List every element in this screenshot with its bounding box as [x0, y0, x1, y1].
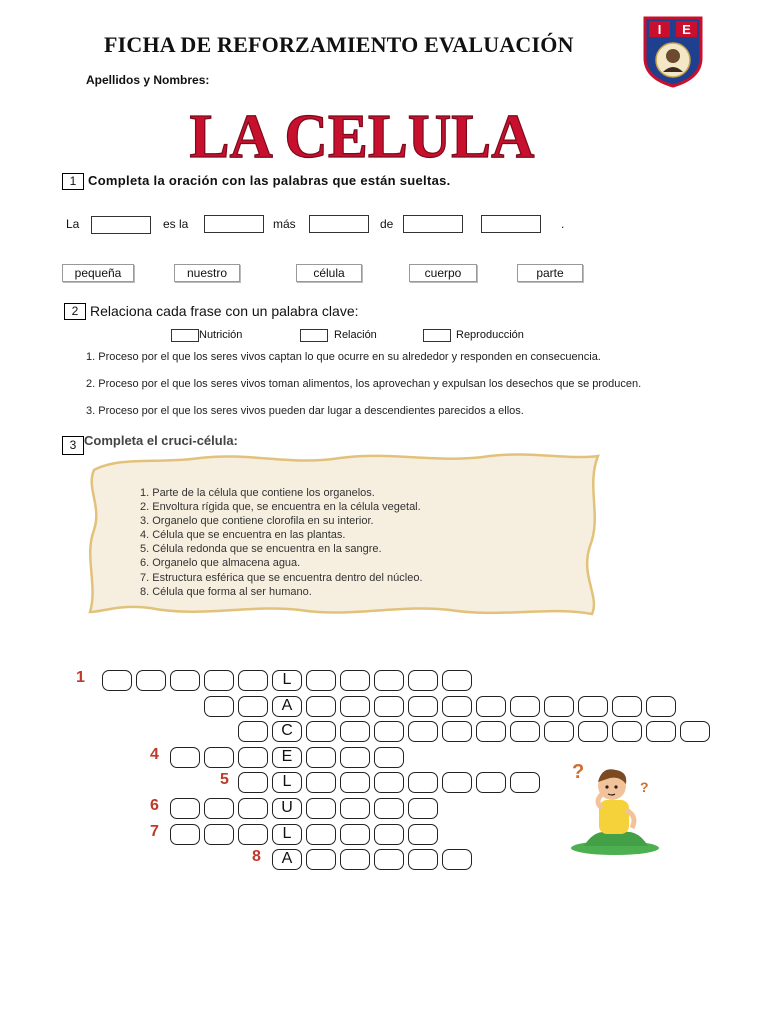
crossword-cell[interactable] — [306, 849, 336, 870]
sentence-word: es la — [163, 217, 189, 231]
q2-instruction: Relaciona cada frase con un palabra clave: — [90, 303, 359, 319]
q2-item: 1. Proceso por el que los seres vivos captan lo que ocurre en su alrededor y responden en consecuencia. — [86, 351, 601, 363]
crossword-cell[interactable] — [408, 849, 438, 870]
crossword-key-cell: L — [272, 772, 302, 793]
nutricion-checkbox[interactable] — [171, 329, 199, 342]
crossword-row-number: 6 — [150, 797, 159, 814]
crossword-cell[interactable] — [204, 670, 234, 691]
sentence-word: La — [66, 217, 80, 231]
crossword-cell[interactable] — [646, 721, 676, 742]
crossword-cell[interactable] — [612, 721, 642, 742]
clue-line: 8. Célula que forma al ser humano. — [140, 586, 312, 598]
thinking-kid-image — [566, 756, 664, 856]
crossword-row-number: 1 — [76, 669, 85, 686]
crossword-cell[interactable] — [306, 721, 336, 742]
crossword-cell[interactable] — [510, 772, 540, 793]
crossword-cell[interactable] — [306, 747, 336, 768]
crossword-cell[interactable] — [544, 721, 574, 742]
crossword-cell[interactable] — [170, 824, 200, 845]
crossword-cell[interactable] — [204, 696, 234, 717]
crossword-cell[interactable] — [238, 824, 268, 845]
crossword-cell[interactable] — [442, 849, 472, 870]
crossword-cell[interactable] — [408, 824, 438, 845]
q1-number: 1 — [62, 173, 84, 190]
crossword-cell[interactable] — [544, 696, 574, 717]
crossword-cell[interactable] — [510, 721, 540, 742]
crossword-cell[interactable] — [306, 772, 336, 793]
crossword-cell[interactable] — [442, 772, 472, 793]
crossword-cell[interactable] — [408, 798, 438, 819]
crossword-cell[interactable] — [340, 721, 370, 742]
crossword-cell[interactable] — [136, 670, 166, 691]
crossword-cell[interactable] — [408, 696, 438, 717]
crossword-cell[interactable] — [238, 798, 268, 819]
crossword-cell[interactable] — [578, 696, 608, 717]
crossword-cell[interactable] — [340, 747, 370, 768]
svg-text:?: ? — [572, 761, 585, 783]
sentence-period: . — [561, 217, 565, 231]
svg-text:?: ? — [640, 779, 649, 795]
sentence-word: de — [380, 217, 394, 231]
crossword-cell[interactable] — [646, 696, 676, 717]
crossword-key-cell: L — [272, 824, 302, 845]
clue-line: 2. Envoltura rígida que, se encuentra en la célula vegetal. — [140, 501, 421, 513]
name-label: Apellidos y Nombres: — [86, 73, 210, 87]
blank-field[interactable] — [481, 215, 541, 233]
crossword-cell[interactable] — [306, 798, 336, 819]
crossword-key-cell: E — [272, 747, 302, 768]
crossword-cell[interactable] — [374, 670, 404, 691]
crossword-cell[interactable] — [170, 670, 200, 691]
crossword-cell[interactable] — [238, 670, 268, 691]
crossword-row-number: 5 — [220, 771, 229, 788]
crossword-cell[interactable] — [680, 721, 710, 742]
crossword-key-cell: C — [272, 721, 302, 742]
crossword-cell[interactable] — [340, 824, 370, 845]
crossword-cell[interactable] — [612, 696, 642, 717]
crossword-cell[interactable] — [238, 747, 268, 768]
clue-line: 3. Organelo que contiene clorofila en su interior. — [140, 515, 374, 527]
crossword-cell[interactable] — [510, 696, 540, 717]
blank-field[interactable] — [403, 215, 463, 233]
crossword-cell[interactable] — [476, 721, 506, 742]
clue-line: 6. Organelo que almacena agua. — [140, 557, 301, 569]
crossword-cell[interactable] — [374, 721, 404, 742]
q3-instruction: Completa el cruci-célula: — [84, 433, 238, 448]
q2-item: 2. Proceso por el que los seres vivos toman alimentos, los aprovechan y expulsan los desechos que se producen. — [86, 378, 642, 390]
blank-field[interactable] — [204, 215, 264, 233]
clue-line: 5. Célula redonda que se encuentra en la sangre. — [140, 543, 382, 555]
crossword-cell[interactable] — [408, 670, 438, 691]
crossword-cell[interactable] — [374, 772, 404, 793]
crossword-cell[interactable] — [204, 747, 234, 768]
logo-letter-i: I — [657, 22, 662, 37]
word-card[interactable]: pequeña — [62, 264, 134, 282]
clue-line: 7. Estructura esférica que se encuentra dentro del núcleo. — [140, 572, 423, 584]
crossword-cell[interactable] — [306, 670, 336, 691]
clue-line: 1. Parte de la célula que contiene los organelos. — [140, 487, 375, 499]
crossword-key-cell: L — [272, 670, 302, 691]
crossword-cell[interactable] — [578, 721, 608, 742]
crossword-cell[interactable] — [374, 824, 404, 845]
word-card[interactable]: parte — [517, 264, 583, 282]
crossword-cell[interactable] — [170, 798, 200, 819]
crossword-cell[interactable] — [340, 772, 370, 793]
crossword-cell[interactable] — [476, 696, 506, 717]
relacion-checkbox[interactable] — [300, 329, 328, 342]
blank-field[interactable] — [91, 216, 151, 234]
option-label: Reproducción — [456, 329, 524, 341]
crossword-cell[interactable] — [442, 721, 472, 742]
option-label: Nutrición — [199, 329, 243, 341]
q1-instruction: Completa la oración con las palabras que están sueltas. — [88, 173, 451, 188]
crossword-cell[interactable] — [340, 849, 370, 870]
crossword-row-number: 7 — [150, 823, 159, 840]
crossword-cell[interactable] — [102, 670, 132, 691]
q3-number: 3 — [62, 436, 84, 455]
big-title — [189, 96, 535, 172]
q2-number: 2 — [64, 303, 86, 320]
crossword-cell[interactable] — [204, 824, 234, 845]
word-card[interactable]: nuestro — [174, 264, 240, 282]
word-card[interactable]: cuerpo — [409, 264, 477, 282]
crossword-key-cell: A — [272, 849, 302, 870]
crossword-cell[interactable] — [408, 772, 438, 793]
crossword-cell[interactable] — [442, 670, 472, 691]
crossword-cell[interactable] — [306, 824, 336, 845]
option-label: Relación — [334, 329, 377, 341]
crossword-cell[interactable] — [306, 696, 336, 717]
crossword-cell[interactable] — [340, 670, 370, 691]
crossword-cell[interactable] — [238, 696, 268, 717]
reproduccion-checkbox[interactable] — [423, 329, 451, 342]
crossword-cell[interactable] — [408, 721, 438, 742]
q2-item: 3. Proceso por el que los seres vivos pueden dar lugar a descendientes parecidos a ellos. — [86, 405, 524, 417]
page-title: FICHA DE REFORZAMIENTO EVALUACIÓN — [104, 32, 574, 57]
crossword-cell[interactable] — [340, 696, 370, 717]
crossword-cell[interactable] — [238, 772, 268, 793]
crossword-key-cell: U — [272, 798, 302, 819]
crossword-cell[interactable] — [238, 721, 268, 742]
crossword-cell[interactable] — [374, 798, 404, 819]
clue-line: 4. Célula que se encuentra en las plantas. — [140, 529, 346, 541]
school-logo — [641, 14, 705, 88]
crossword-row-number: 8 — [252, 848, 261, 865]
crossword-key-cell: A — [272, 696, 302, 717]
crossword-cell[interactable] — [340, 798, 370, 819]
logo-letter-e: E — [682, 22, 691, 37]
big-title-text: LA CELULA — [189, 101, 535, 172]
blank-field[interactable] — [309, 215, 369, 233]
crossword-row-number: 4 — [150, 746, 159, 763]
crossword-cell[interactable] — [374, 849, 404, 870]
sentence-word: más — [273, 217, 296, 231]
crossword-cell[interactable] — [170, 747, 200, 768]
word-card[interactable]: célula — [296, 264, 362, 282]
crossword-cell[interactable] — [374, 696, 404, 717]
crossword-cell[interactable] — [442, 696, 472, 717]
crossword-cell[interactable] — [476, 772, 506, 793]
crossword-cell[interactable] — [204, 798, 234, 819]
crossword-cell[interactable] — [374, 747, 404, 768]
